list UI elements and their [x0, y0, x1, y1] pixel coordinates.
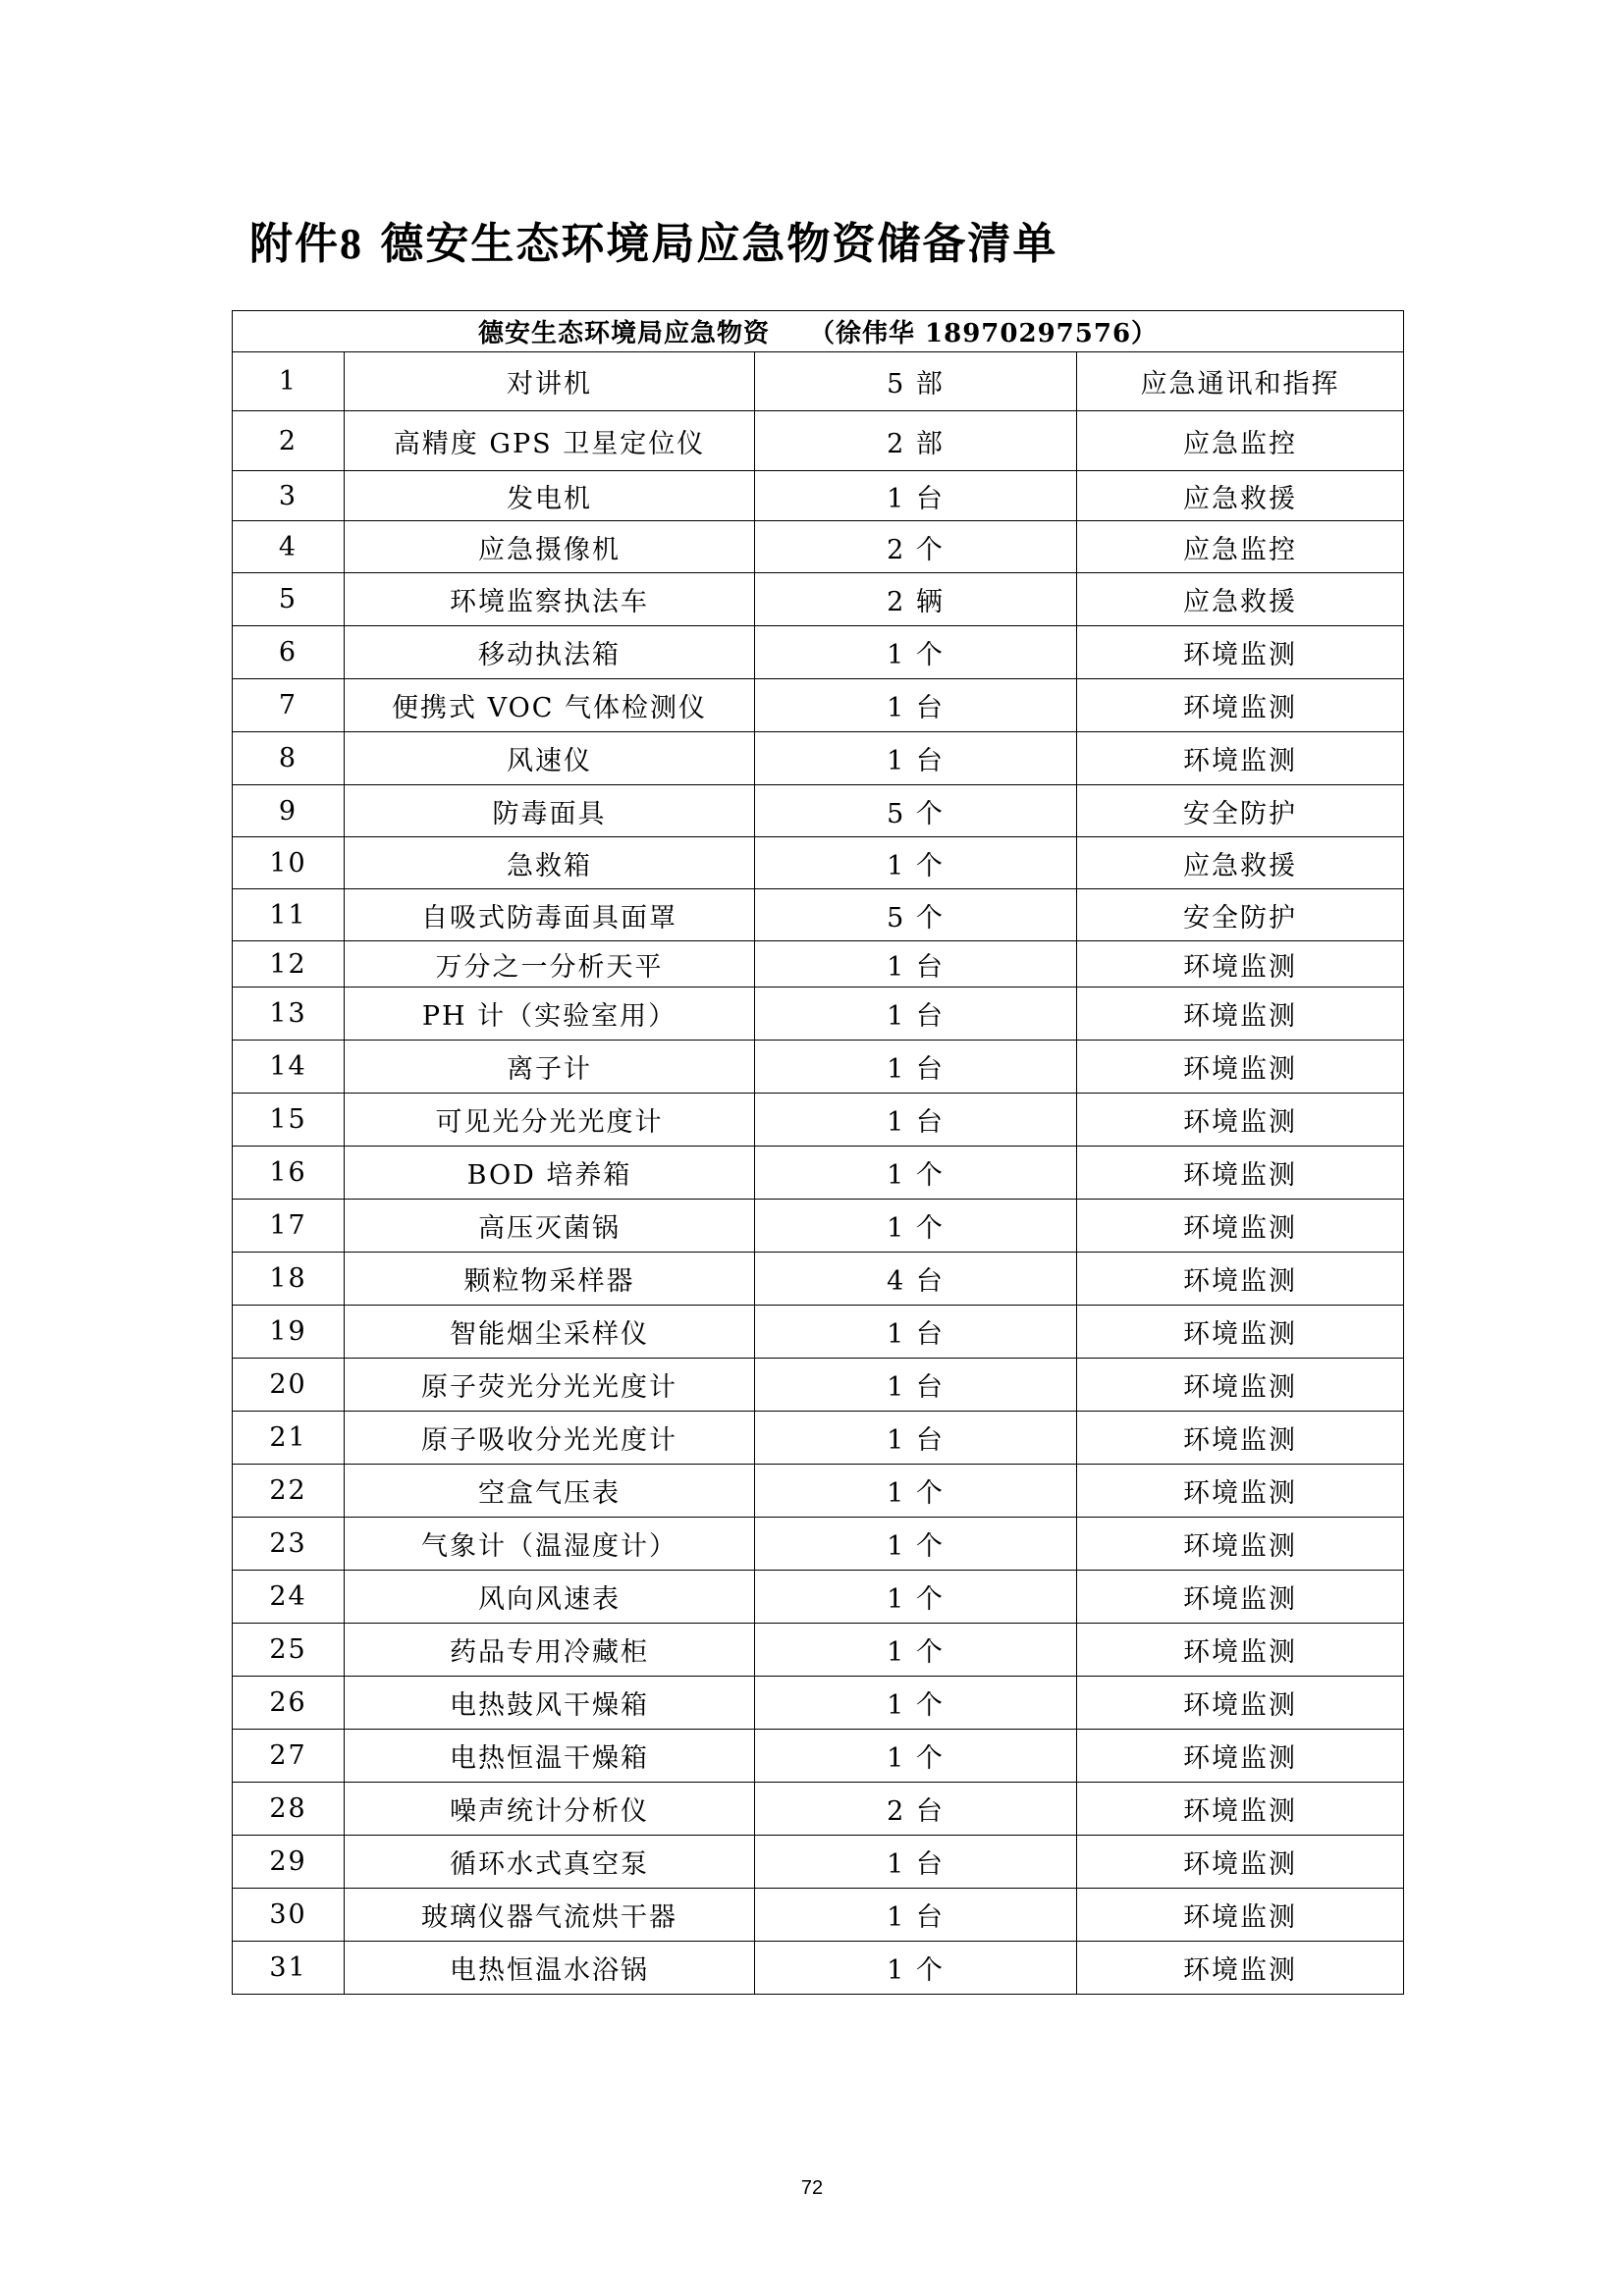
- row-number: 30: [233, 1889, 345, 1942]
- table-row: [233, 1836, 1404, 1889]
- table-row: [233, 573, 1404, 626]
- item-quantity: 1 台: [755, 941, 1077, 988]
- item-name: 万分之一分析天平: [345, 941, 755, 988]
- table-row: [233, 1412, 1404, 1465]
- row-number: 7: [233, 679, 345, 732]
- row-number: 2: [233, 411, 345, 471]
- table-row: [233, 732, 1404, 785]
- item-name: 电热恒温干燥箱: [345, 1730, 755, 1783]
- item-purpose: 环境监测: [1077, 1465, 1404, 1518]
- item-quantity: 1 台: [755, 1889, 1077, 1942]
- title-number: 8: [340, 220, 363, 268]
- row-number: 1: [233, 352, 345, 411]
- table-row: [233, 352, 1404, 411]
- table-row: [233, 1465, 1404, 1518]
- item-name: 发电机: [345, 471, 755, 521]
- item-purpose: 环境监测: [1077, 1836, 1404, 1889]
- item-name: 原子荧光分光光度计: [345, 1359, 755, 1412]
- table-header-row: [233, 311, 1404, 352]
- item-name: 高精度 GPS 卫星定位仪: [345, 411, 755, 471]
- table-header: [233, 311, 1404, 352]
- item-name: 气象计（温湿度计）: [345, 1518, 755, 1571]
- row-number: 4: [233, 521, 345, 573]
- item-name: 可见光分光光度计: [345, 1094, 755, 1147]
- item-quantity: 2 台: [755, 1783, 1077, 1836]
- table-row: [233, 1359, 1404, 1412]
- row-number: 31: [233, 1942, 345, 1995]
- row-number: 27: [233, 1730, 345, 1783]
- item-purpose: 环境监测: [1077, 679, 1404, 732]
- item-quantity: 2 个: [755, 521, 1077, 573]
- table-row: [233, 889, 1404, 941]
- item-quantity: 1 台: [755, 471, 1077, 521]
- table-row: [233, 1889, 1404, 1942]
- row-number: 23: [233, 1518, 345, 1571]
- item-quantity: 1 个: [755, 1147, 1077, 1200]
- table-row: [233, 1094, 1404, 1147]
- item-name: 风向风速表: [345, 1571, 755, 1624]
- row-number: 3: [233, 471, 345, 521]
- item-quantity: 1 个: [755, 837, 1077, 889]
- item-quantity: 5 部: [755, 352, 1077, 411]
- item-purpose: 环境监测: [1077, 1253, 1404, 1306]
- item-quantity: 1 台: [755, 1306, 1077, 1359]
- row-number: 19: [233, 1306, 345, 1359]
- item-quantity: 5 个: [755, 889, 1077, 941]
- item-name: 急救箱: [345, 837, 755, 889]
- item-name: 噪声统计分析仪: [345, 1783, 755, 1836]
- item-purpose: 应急监控: [1077, 411, 1404, 471]
- item-quantity: 1 台: [755, 1094, 1077, 1147]
- item-purpose: 环境监测: [1077, 732, 1404, 785]
- table-row: [233, 1253, 1404, 1306]
- item-name: 移动执法箱: [345, 626, 755, 679]
- row-number: 12: [233, 941, 345, 988]
- row-number: 22: [233, 1465, 345, 1518]
- table-row: [233, 626, 1404, 679]
- item-quantity: 1 个: [755, 1465, 1077, 1518]
- item-name: 离子计: [345, 1041, 755, 1094]
- item-name: 药品专用冷藏柜: [345, 1624, 755, 1677]
- item-quantity: 1 台: [755, 1359, 1077, 1412]
- page-number: 72: [800, 2177, 824, 2199]
- table-row: [233, 1518, 1404, 1571]
- table-row: [233, 1677, 1404, 1730]
- title-text: 德安生态环境局应急物资储备清单: [380, 219, 1058, 269]
- item-purpose: 环境监测: [1077, 626, 1404, 679]
- item-quantity: 5 个: [755, 785, 1077, 837]
- row-number: 11: [233, 889, 345, 941]
- table-row: [233, 1783, 1404, 1836]
- item-quantity: 1 个: [755, 1200, 1077, 1253]
- item-quantity: 1 台: [755, 988, 1077, 1041]
- item-name: 智能烟尘采样仪: [345, 1306, 755, 1359]
- item-purpose: 环境监测: [1077, 1200, 1404, 1253]
- item-purpose: 环境监测: [1077, 1147, 1404, 1200]
- table-row: [233, 1041, 1404, 1094]
- item-quantity: 1 个: [755, 1942, 1077, 1995]
- row-number: 25: [233, 1624, 345, 1677]
- table-row: [233, 521, 1404, 573]
- item-quantity: 2 辆: [755, 573, 1077, 626]
- item-name: 防毒面具: [345, 785, 755, 837]
- inventory-table: [232, 310, 1404, 1995]
- item-purpose: 应急通讯和指挥: [1077, 352, 1404, 411]
- row-number: 13: [233, 988, 345, 1041]
- item-purpose: 应急救援: [1077, 471, 1404, 521]
- item-name: 对讲机: [345, 352, 755, 411]
- item-name: 循环水式真空泵: [345, 1836, 755, 1889]
- item-name: 颗粒物采样器: [345, 1253, 755, 1306]
- table-row: [233, 837, 1404, 889]
- page-title: [249, 208, 1057, 271]
- item-purpose: 环境监测: [1077, 988, 1404, 1041]
- item-purpose: 应急救援: [1077, 573, 1404, 626]
- item-name: 环境监察执法车: [345, 573, 755, 626]
- item-name: 风速仪: [345, 732, 755, 785]
- table-row: [233, 1200, 1404, 1253]
- item-name: BOD 培养箱: [345, 1147, 755, 1200]
- item-quantity: 1 个: [755, 1518, 1077, 1571]
- item-purpose: 环境监测: [1077, 1041, 1404, 1094]
- item-quantity: 1 台: [755, 1041, 1077, 1094]
- row-number: 6: [233, 626, 345, 679]
- item-quantity: 1 个: [755, 626, 1077, 679]
- item-quantity: 1 个: [755, 1730, 1077, 1783]
- table-row: [233, 941, 1404, 988]
- item-name: 应急摄像机: [345, 521, 755, 573]
- row-number: 5: [233, 573, 345, 626]
- table-row: [233, 1147, 1404, 1200]
- table-row: [233, 411, 1404, 471]
- item-name: 空盒气压表: [345, 1465, 755, 1518]
- item-purpose: 应急救援: [1077, 837, 1404, 889]
- item-purpose: 环境监测: [1077, 1094, 1404, 1147]
- row-number: 14: [233, 1041, 345, 1094]
- item-name: 玻璃仪器气流烘干器: [345, 1889, 755, 1942]
- item-quantity: 1 台: [755, 679, 1077, 732]
- item-quantity: 1 个: [755, 1677, 1077, 1730]
- item-purpose: 环境监测: [1077, 1571, 1404, 1624]
- row-number: 17: [233, 1200, 345, 1253]
- item-name: 电热恒温水浴锅: [345, 1942, 755, 1995]
- row-number: 24: [233, 1571, 345, 1624]
- item-quantity: 1 个: [755, 1571, 1077, 1624]
- row-number: 8: [233, 732, 345, 785]
- table-row: [233, 785, 1404, 837]
- row-number: 16: [233, 1147, 345, 1200]
- row-number: 28: [233, 1783, 345, 1836]
- item-purpose: 应急监控: [1077, 521, 1404, 573]
- item-purpose: 环境监测: [1077, 1942, 1404, 1995]
- item-quantity: 4 台: [755, 1253, 1077, 1306]
- table-row: [233, 988, 1404, 1041]
- item-purpose: 安全防护: [1077, 889, 1404, 941]
- table-row: [233, 1571, 1404, 1624]
- item-purpose: 安全防护: [1077, 785, 1404, 837]
- item-quantity: 1 个: [755, 1624, 1077, 1677]
- table-row: [233, 1624, 1404, 1677]
- row-number: 26: [233, 1677, 345, 1730]
- title-prefix: 附件: [249, 219, 340, 269]
- item-purpose: 环境监测: [1077, 1730, 1404, 1783]
- table-header-label: 德安生态环境局应急物资: [477, 319, 770, 348]
- table-row: [233, 1306, 1404, 1359]
- row-number: 10: [233, 837, 345, 889]
- row-number: 21: [233, 1412, 345, 1465]
- item-purpose: 环境监测: [1077, 1677, 1404, 1730]
- table-row: [233, 1730, 1404, 1783]
- item-purpose: 环境监测: [1077, 1412, 1404, 1465]
- row-number: 18: [233, 1253, 345, 1306]
- row-number: 9: [233, 785, 345, 837]
- item-purpose: 环境监测: [1077, 1306, 1404, 1359]
- item-name: 高压灭菌锅: [345, 1200, 755, 1253]
- item-purpose: 环境监测: [1077, 1359, 1404, 1412]
- item-name: 自吸式防毒面具面罩: [345, 889, 755, 941]
- item-quantity: 2 部: [755, 411, 1077, 471]
- item-purpose: 环境监测: [1077, 1518, 1404, 1571]
- item-name: PH 计（实验室用）: [345, 988, 755, 1041]
- item-quantity: 1 台: [755, 732, 1077, 785]
- item-name: 电热鼓风干燥箱: [345, 1677, 755, 1730]
- item-name: 便携式 VOC 气体检测仪: [345, 679, 755, 732]
- item-purpose: 环境监测: [1077, 941, 1404, 988]
- item-purpose: 环境监测: [1077, 1783, 1404, 1836]
- row-number: 29: [233, 1836, 345, 1889]
- item-quantity: 1 台: [755, 1412, 1077, 1465]
- item-purpose: 环境监测: [1077, 1889, 1404, 1942]
- row-number: 20: [233, 1359, 345, 1412]
- table-row: [233, 471, 1404, 521]
- item-purpose: 环境监测: [1077, 1624, 1404, 1677]
- item-quantity: 1 台: [755, 1836, 1077, 1889]
- table-row: [233, 679, 1404, 732]
- row-number: 15: [233, 1094, 345, 1147]
- table-row: [233, 1942, 1404, 1995]
- item-name: 原子吸收分光光度计: [345, 1412, 755, 1465]
- table-header-contact: （徐伟华 18970297576）: [808, 319, 1159, 348]
